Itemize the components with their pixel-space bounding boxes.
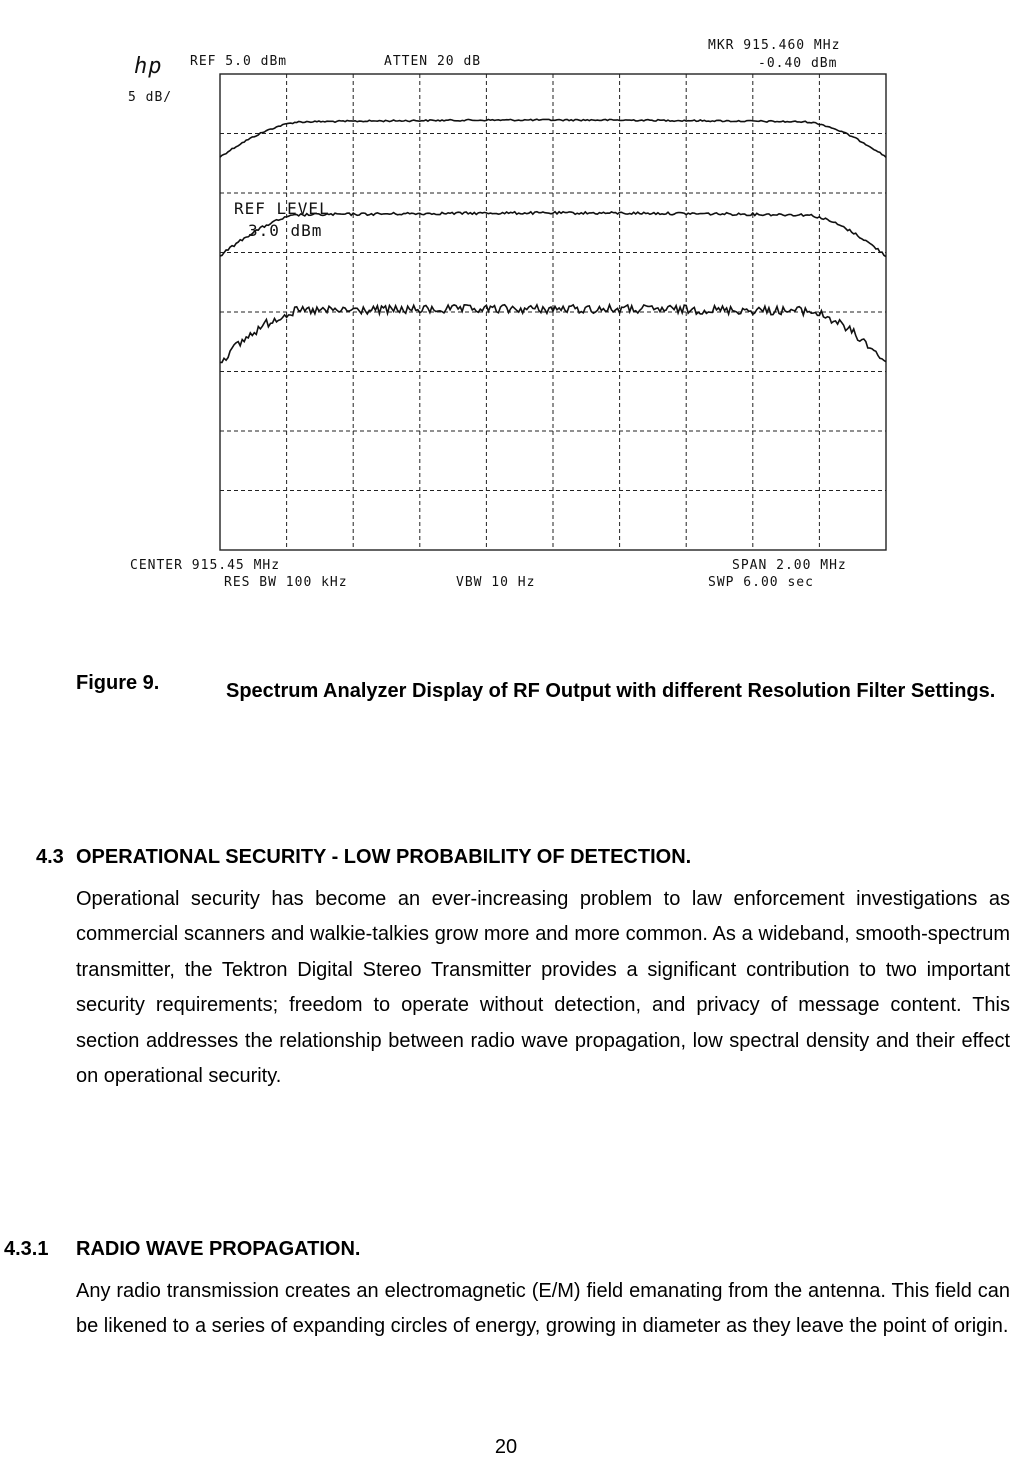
sweep-readout: SWP 6.00 sec bbox=[708, 575, 814, 590]
center-frequency: CENTER 915.45 MHz bbox=[130, 558, 281, 573]
marker-frequency: MKR 915.460 MHz bbox=[708, 38, 841, 53]
figure-caption-text: Spectrum Analyzer Display of RF Output with different Resolution Filter Settings. bbox=[226, 680, 996, 702]
spectrum-traces bbox=[220, 119, 886, 362]
res-bw-readout: RES BW 100 kHz bbox=[224, 575, 348, 590]
figure-caption-label: Figure 9. bbox=[76, 672, 160, 694]
atten-readout: ATTEN 20 dB bbox=[384, 54, 482, 69]
subsection-title: RADIO WAVE PROPAGATION. bbox=[76, 1238, 361, 1260]
scale-readout: 5 dB/ bbox=[128, 90, 173, 105]
hp-logo: hp bbox=[134, 54, 163, 79]
marker-level: -0.40 dBm bbox=[758, 56, 838, 71]
section-body: Operational security has become an ever-increasing problem to law enforcement investigations as commercial scanners and walkie-talkies grow more and more common. As a wideband, smooth-spectrum transmitter, the Tektron Digital Stereo Transmitter provides a significant contribution to two important security requirements; freedom to operate without detection, and privacy of message content. This section addresses the relationship between radio wave propagation, low spectral density and their effect on operational security. bbox=[76, 888, 1010, 1088]
vbw-readout: VBW 10 Hz bbox=[456, 575, 536, 590]
page-number: 20 bbox=[494, 1436, 518, 1458]
span-readout: SPAN 2.00 MHz bbox=[732, 558, 847, 573]
subsection-number: 4.3.1 bbox=[4, 1238, 49, 1260]
section-number: 4.3 bbox=[36, 846, 64, 868]
ref-level-label: REF LEVEL bbox=[234, 199, 330, 218]
ref-readout: REF 5.0 dBm bbox=[190, 54, 288, 69]
section-title: OPERATIONAL SECURITY - LOW PROBABILITY OF DETECTION. bbox=[76, 846, 692, 868]
ref-level-value: 3.0 dBm bbox=[248, 221, 323, 240]
spectrum-analyzer-figure bbox=[118, 28, 898, 600]
subsection-body: Any radio transmission creates an electromagnetic (E/M) field emanating from the antenna. This field can be likened to a series of expanding circles of energy, growing in diameter as they leave the point of origin. bbox=[76, 1280, 1010, 1338]
